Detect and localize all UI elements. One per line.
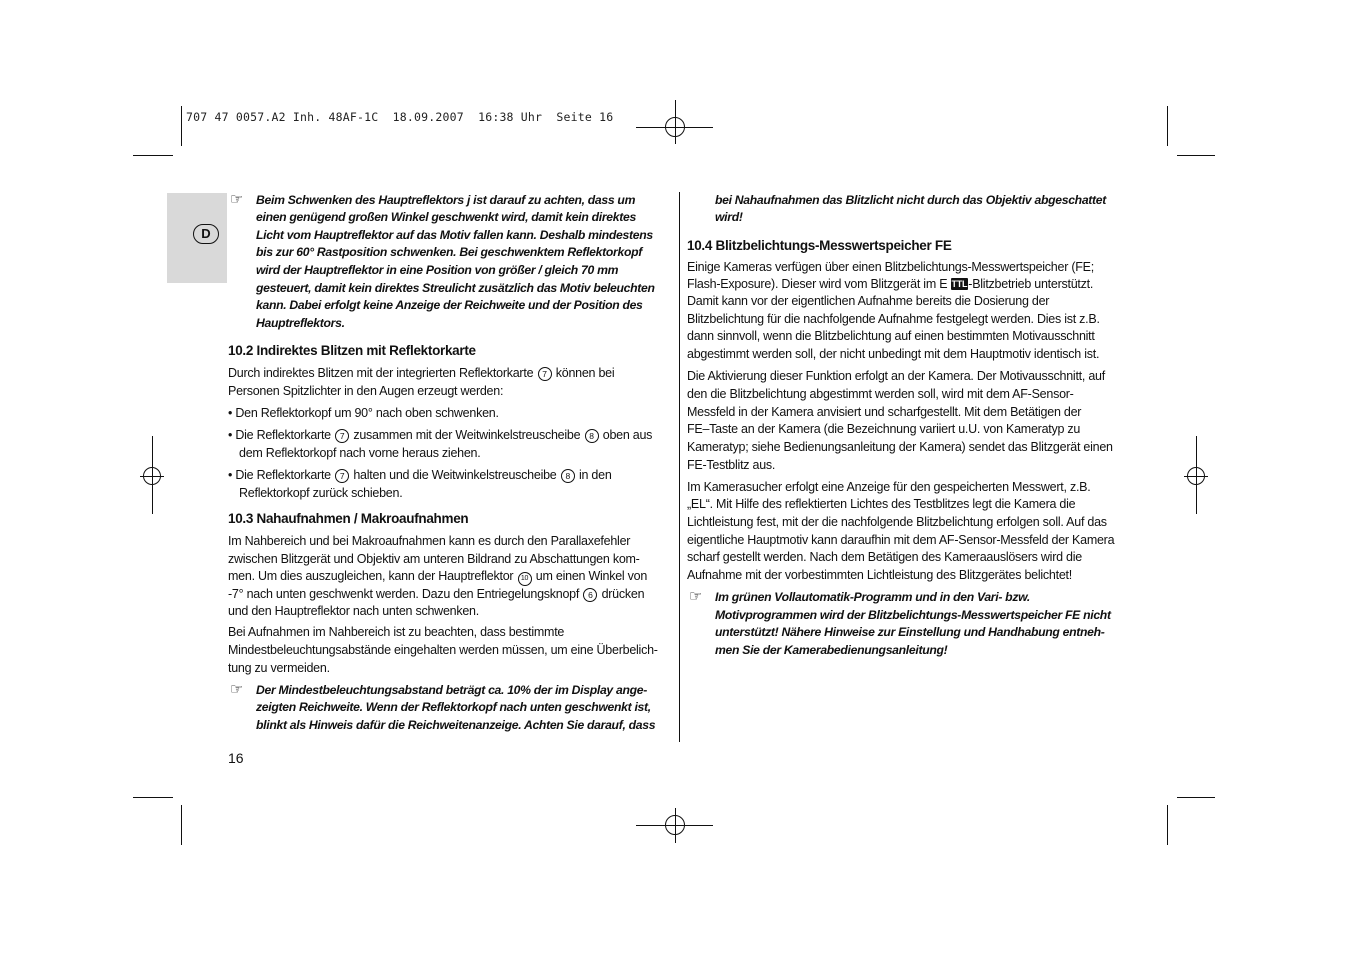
- heading-10-4: 10.4 Blitzbelichtungs-Messwertspeicher FE: [687, 238, 952, 253]
- note-line: Der Mindestbeleuchtungsabstand beträgt ca. 10% der im Display ange-: [256, 683, 647, 697]
- column-divider: [679, 192, 680, 742]
- note-line: bis zur 60° Rastposition schwenken. Bei geschwenktem Reflektorkopf: [256, 245, 643, 259]
- callout-7: 7: [538, 367, 552, 381]
- note-line: Licht vom Hauptreflektor auf das Motiv fallen kann. Deshalb mindestens: [256, 228, 653, 242]
- callout-10: 10: [518, 572, 532, 586]
- note-line: gesteuert, damit kein direktes Streulicht zusätzlich das Motiv beleuchten: [256, 281, 655, 295]
- text-line: dann sinnvoll, wenn die Blitzbelichtung auf einen bestimmten Motivausschnitt: [687, 329, 1095, 343]
- note-line: wird!: [715, 210, 743, 224]
- bullet-item: • Die Reflektorkarte 7 zusammen mit der Weitwinkelstreuscheibe 8 oben aus: [228, 428, 653, 442]
- callout-6: 6: [583, 588, 597, 602]
- callout-8: 8: [585, 429, 599, 443]
- text-line: den die Blitzbelichtung abgestimmt werden soll, wird mit dem AF-Sensor-: [687, 387, 1074, 401]
- pointing-hand-icon: ☞: [230, 191, 244, 208]
- text-line: zwischen Blitzgerät und Objektiv am unteren Bildrand zu Abschattungen kom-: [228, 552, 640, 566]
- pointing-hand-icon: ☞: [689, 588, 703, 605]
- callout-8: 8: [561, 469, 575, 483]
- text-line: Bei Aufnahmen im Nahbereich ist zu beachten, dass bestimmte: [228, 625, 565, 639]
- note-line: einen genügend großen Winkel geschwenkt wird, damit kein direktes: [256, 210, 636, 224]
- text-line: Kameratyp; siehe Bedienungsanleitung der Kamera) sendet das Blitzgerät einen: [687, 440, 1113, 454]
- print-header: 707 47 0057.A2 Inh. 48AF-1C 18.09.2007 16:38 Uhr Seite 16: [186, 110, 614, 124]
- note-line: wird der Hauptreflektor in eine Position von größer / gleich 70 mm: [256, 263, 619, 277]
- pointing-hand-icon: ☞: [230, 681, 244, 698]
- text-line: FE-Testblitz aus.: [687, 458, 776, 472]
- note-line: blinkt als Hinweis dafür die Reichweitenanzeige. Achten Sie darauf, dass: [256, 718, 656, 732]
- callout-7: 7: [335, 469, 349, 483]
- text-line: Mindestbeleuchtungsabstände eingehalten werden müssen, um eine Überbelich-: [228, 643, 658, 657]
- bullet-item-cont: dem Reflektorkopf nach vorne heraus ziehen.: [239, 446, 481, 460]
- text-line: -7° nach unten geschwenkt werden. Dazu den Entriegelungsknopf 6 drücken: [228, 587, 645, 601]
- text-line: Personen Spitzlichter in den Augen erzeugt werden:: [228, 384, 504, 398]
- text-line: Im Kamerasucher erfolgt eine Anzeige für den gespeicherten Messwert, z.B.: [687, 480, 1091, 494]
- heading-10-2: 10.2 Indirektes Blitzen mit Reflektorkarte: [228, 343, 476, 358]
- text-line: FE–Taste an der Kamera (die Bezeichnung variiert u.U. von Kameratyp zu: [687, 422, 1081, 436]
- text-line: Damit kann vor der eigentlichen Aufnahme bereits die Dosierung der: [687, 294, 1050, 308]
- note-line: kann. Dabei erfolgt keine Anzeige der Reichweite und der Position des: [256, 298, 643, 312]
- text-line: men. Um dies auszugleichen, kann der Hauptreflektor 10 um einen Winkel von: [228, 568, 647, 586]
- note-line: men Sie der Kamerabedienungsanleitung!: [715, 643, 948, 657]
- text-line: eigentliche Hauptmotiv kann daraufhin mit dem AF-Sensor-Messfeld der Kamera: [687, 533, 1115, 547]
- text-line: Im Nahbereich und bei Makroaufnahmen kann es durch den Parallaxefehler: [228, 534, 631, 548]
- text-line: Durch indirektes Blitzen mit der integrierten Reflektorkarte 7 können bei: [228, 366, 615, 380]
- note-line: Motivprogrammen wird der Blitzbelichtungs-Messwertspeicher FE nicht: [715, 608, 1111, 622]
- text-line: und den Hauptreflektor nach unten schwenken.: [228, 604, 479, 618]
- note-line: Beim Schwenken des Hauptreflektors j ist darauf zu achten, dass um: [256, 193, 636, 207]
- text-line: Einige Kameras verfügen über einen Blitzbelichtungs-Messwertspeicher (FE;: [687, 260, 1094, 274]
- note-line: zeigten Reichweite. Wenn der Reflektorkopf nach unten geschwenkt ist,: [256, 700, 651, 714]
- language-badge: D: [193, 224, 219, 244]
- heading-10-3: 10.3 Nahaufnahmen / Makroaufnahmen: [228, 511, 469, 526]
- text-line: Lichtleistung fest, mit der die nachfolgende Blitzbelichtung erfolgen soll. Auf das: [687, 515, 1107, 529]
- text-line: abgestimmt werden soll, der nicht unbedingt mit dem Hauptmotiv identisch ist.: [687, 347, 1100, 361]
- bullet-item: • Den Reflektorkopf um 90° nach oben schwenken.: [228, 406, 499, 420]
- note-line: bei Nahaufnahmen das Blitzlicht nicht durch das Objektiv abgeschattet: [715, 193, 1107, 207]
- text-line: scharf gestellt werden. Nach dem Betätigen des Kameraauslösers wird die: [687, 550, 1082, 564]
- note-line: Hauptreflektors.: [256, 316, 345, 330]
- text-line: Blitzbelichtung für die nachfolgende Aufnahme festgelegt werden. Dies ist z.B.: [687, 312, 1100, 326]
- bullet-item: • Die Reflektorkarte 7 halten und die Weitwinkelstreuscheibe 8 in den: [228, 468, 612, 482]
- ttl-mode-icon: TTL: [951, 279, 968, 289]
- note-line: unterstützt! Nähere Hinweise zur Einstellung und Handhabung entneh-: [715, 625, 1105, 639]
- text-line: tung zu vermeiden.: [228, 661, 330, 675]
- text-line: Die Aktivierung dieser Funktion erfolgt an der Kamera. Der Motivausschnitt, auf: [687, 369, 1105, 383]
- bullet-item-cont: Reflektorkopf zurück schieben.: [239, 486, 403, 500]
- note-line: Im grünen Vollautomatik-Programm und in den Vari- bzw.: [715, 590, 1030, 604]
- page-number: 16: [228, 750, 244, 766]
- callout-7: 7: [335, 429, 349, 443]
- text-line: Messfeld in der Kamera anvisiert und scharfgestellt. Mit dem Betätigen der: [687, 405, 1082, 419]
- text-line: „EL“. Mit Hilfe des reflektierten Lichtes des Testblitzes legt die Kamera die: [687, 497, 1076, 511]
- text-line: Flash-Exposure). Dieser wird vom Blitzgerät im E TTL-Blitzbetrieb unterstützt.: [687, 277, 1094, 291]
- text-line: Aufnahme mit der vorbestimmten Lichtleistung des Blitzgerätes belichtet!: [687, 568, 1072, 582]
